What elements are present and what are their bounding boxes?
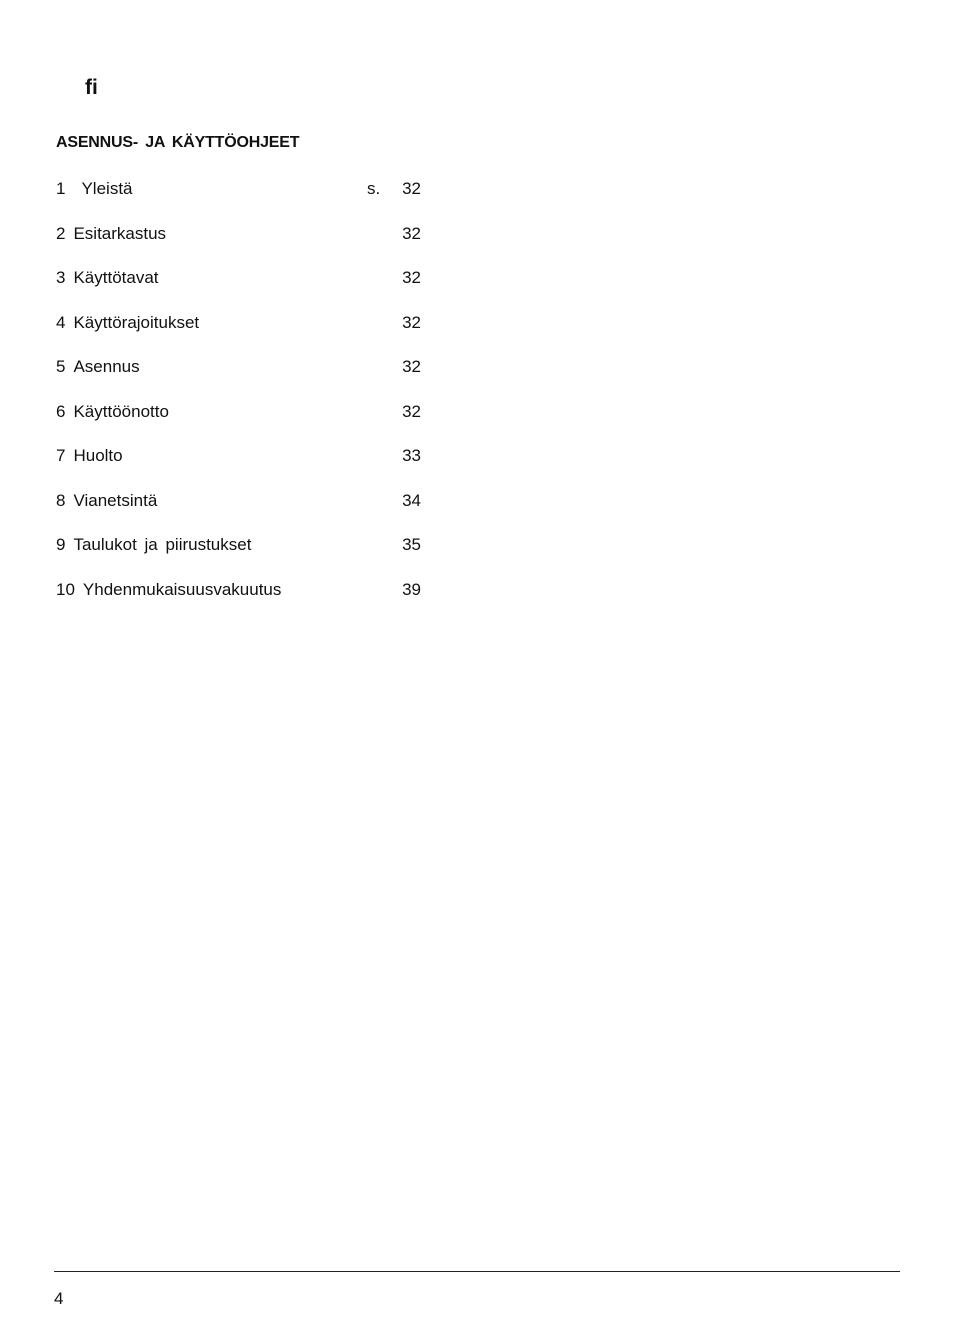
toc-entry-number: 6 [56,401,66,421]
toc-entry-page: 35 [402,535,421,554]
toc-entry-page: 32 [402,268,421,287]
toc-entry-number: 8 [56,490,66,510]
toc-entry-page: 34 [402,490,421,510]
toc-entry-page: 32 [402,179,421,198]
toc-entry-number: 5 [56,357,66,376]
toc-entry-page: 33 [402,446,421,465]
table-of-contents [56,175,426,620]
toc-entry-title: Huolto [73,446,123,465]
toc-page-prefix: s. [367,179,381,198]
toc-entry-title: Taulukot ja piirustukset [73,535,252,554]
language-code: fi [85,76,98,99]
toc-entry-title: Vianetsintä [73,490,158,510]
toc-entry-10[interactable] [56,576,426,621]
toc-entry-page: 32 [402,401,421,421]
toc-entry-page: 32 [402,312,421,332]
toc-entry-4[interactable] [56,309,426,354]
toc-entry-number: 10 [56,579,75,599]
toc-entry-number: 4 [56,312,66,332]
toc-entry-number: 7 [56,446,66,465]
toc-entry-1[interactable] [56,175,426,220]
footer-divider [54,1271,900,1272]
toc-entry-3[interactable] [56,264,426,309]
toc-entry-title: Käyttöönotto [73,401,169,421]
toc-entry-title: Yleistä [81,179,133,198]
toc-entry-2[interactable] [56,220,426,265]
toc-entry-title: Käyttörajoitukset [73,312,200,332]
toc-entry-page: 32 [402,357,421,376]
toc-entry-title: Käyttötavat [73,268,159,287]
toc-entry-7[interactable] [56,442,426,487]
section-heading: ASENNUS- JA KÄYTTÖOHJEET [56,134,300,151]
toc-entry-title: Esitarkastus [73,223,167,243]
toc-entry-number: 2 [56,223,66,243]
toc-entry-number: 3 [56,268,66,287]
toc-entry-page: 32 [402,223,421,243]
toc-entry-page: 39 [402,579,421,599]
toc-entry-5[interactable] [56,353,426,398]
toc-entry-title: Asennus [73,357,140,376]
toc-entry-9[interactable] [56,531,426,576]
toc-entry-number: 1 [56,179,66,198]
toc-entry-8[interactable] [56,487,426,532]
toc-entry-title: Yhdenmukaisuusvakuutus [82,579,282,599]
page-number: 4 [54,1289,64,1308]
toc-entry-number: 9 [56,535,66,554]
toc-entry-6[interactable] [56,398,426,443]
